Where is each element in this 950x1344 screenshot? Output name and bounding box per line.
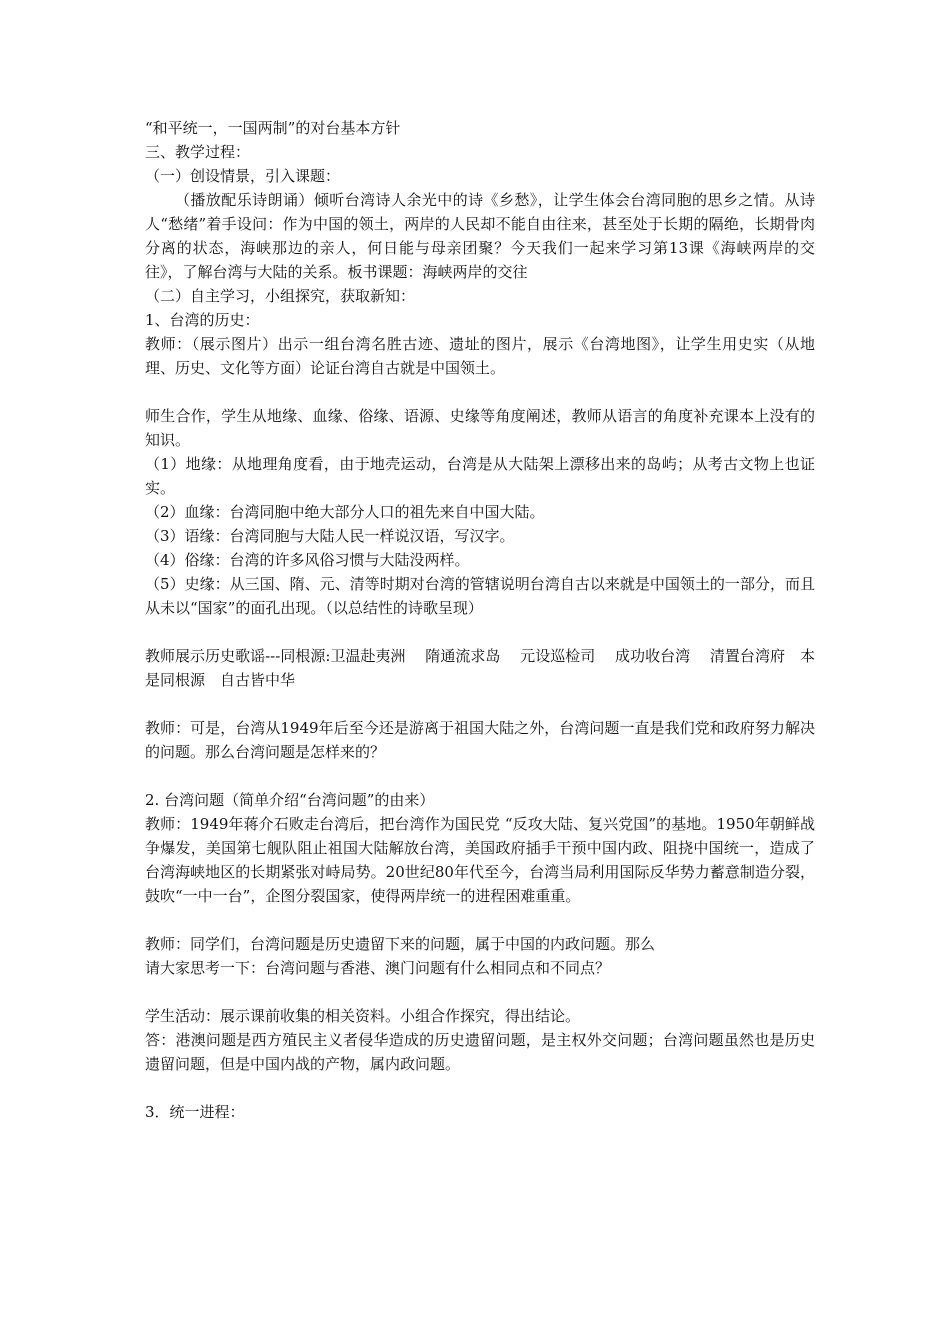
topic-heading-unification: 3．统一进程： xyxy=(145,1103,245,1121)
list-item-geography: （1）地缘：从地理角度看，由于地壳运动，台湾是从大陆架上漂移出来的岛屿；从考古文物上也证实。 xyxy=(145,455,815,497)
blank-line xyxy=(145,620,815,644)
document-body xyxy=(145,116,815,1124)
teacher-internal-affairs-line: 教师：同学们，台湾问题是历史遗留下来的问题，属于中国的内政问题。那么 xyxy=(145,935,656,953)
comparison-question-line: 请大家思考一下：台湾问题与香港、澳门问题有什么相同点和不同点？ xyxy=(145,959,611,977)
answer-paragraph: 答：港澳问题是西方殖民主义者侵华造成的历史遗留问题，是主权外交问题；台湾问题虽然也是历史遗留问题，但是中国内战的产物，属内政问题。 xyxy=(145,1031,815,1073)
blank-line xyxy=(145,380,815,404)
cooperation-paragraph: 师生合作，学生从地缘、血缘、俗缘、语源、史缘等角度阐述，教师从语言的角度补充课本上没有的知识。 xyxy=(145,407,815,449)
list-item-customs: （4）俗缘：台湾的许多风俗习惯与大陆没两样。 xyxy=(145,551,470,569)
subsection-heading-2: （二）自主学习，小组探究，获取新知： xyxy=(145,287,416,305)
list-item-language: （3）语缘：台湾同胞与大陆人民一样说汉语，写汉字。 xyxy=(145,527,515,545)
list-item-history: （5）史缘：从三国、隋、元、清等时期对台湾的管辖说明台湾自古以来就是中国领土的一部分，而且从未以“国家”的面孔出现。（以总结性的诗歌呈现） xyxy=(145,575,815,617)
teacher-paragraph-images: 教师：（展示图片）出示一组台湾名胜古迹、遗址的图片，展示《台湾地图》，让学生用史实（从地理、历史、文化等方面）论证台湾自古就是中国领土。 xyxy=(145,335,815,377)
ballad-paragraph: 教师展示历史歌谣---同根源:卫温赴夷洲 隋通流求岛 元设巡检司 成功收台湾 清置台湾府 本是同根源 自古皆中华 xyxy=(145,647,815,689)
topic-heading-taiwan-issue: 2. 台湾问题（简单介绍“台湾问题”的由来） xyxy=(145,791,435,809)
blank-line xyxy=(145,1076,815,1100)
blank-line xyxy=(145,764,815,788)
subsection-heading-1: （一）创设情景，引入课题： xyxy=(145,167,341,185)
list-item-blood: （2）血缘：台湾同胞中绝大部分人口的祖先来自中国大陆。 xyxy=(145,503,545,521)
policy-line: “和平统一，一国两制”的对台基本方针 xyxy=(145,119,401,137)
topic-heading-history: 1、台湾的历史： xyxy=(145,311,260,329)
section-heading-teaching-process: 三、教学过程： xyxy=(145,143,251,161)
taiwan-issue-paragraph: 教师：1949年蒋介石败走台湾后，把台湾作为国民党 “反攻大陆、复兴党国”的基地。1950年朝鲜战争爆发，美国第七舰队阻止祖国大陆解放台湾，美国政府插手干预中国内政、阻挠中国统一，造成了台湾海峡地区的长期紧张对峙局势。20世纪80年代至今，台湾当局利用国际反华势力蓄意制造分裂，鼓吹“一中一台”，企图分裂国家，使得两岸统一的进程困难重重。 xyxy=(145,815,815,905)
intro-paragraph: （播放配乐诗朗诵）倾听台湾诗人余光中的诗《乡愁》，让学生体会台湾同胞的思乡之情。从诗人“愁绪”着手设问：作为中国的领土，两岸的人民却不能自由往来，甚至处于长期的隔绝，长期骨肉分离的状态，海峡那边的亲人，何日能与母亲团聚？今天我们一起来学习第13课《海峡两岸的交往》，了解台湾与大陆的关系。板书课题：海峡两岸的交往 xyxy=(145,191,815,281)
blank-line xyxy=(145,980,815,1004)
blank-line xyxy=(145,908,815,932)
teacher-question-paragraph: 教师：可是，台湾从1949年后至今还是游离于祖国大陆之外，台湾问题一直是我们党和政府努力解决的问题。那么台湾问题是怎样来的？ xyxy=(145,719,815,761)
student-activity-line: 学生活动：展示课前收集的相关资料。小组合作探究，得出结论。 xyxy=(145,1007,581,1025)
blank-line xyxy=(145,692,815,716)
